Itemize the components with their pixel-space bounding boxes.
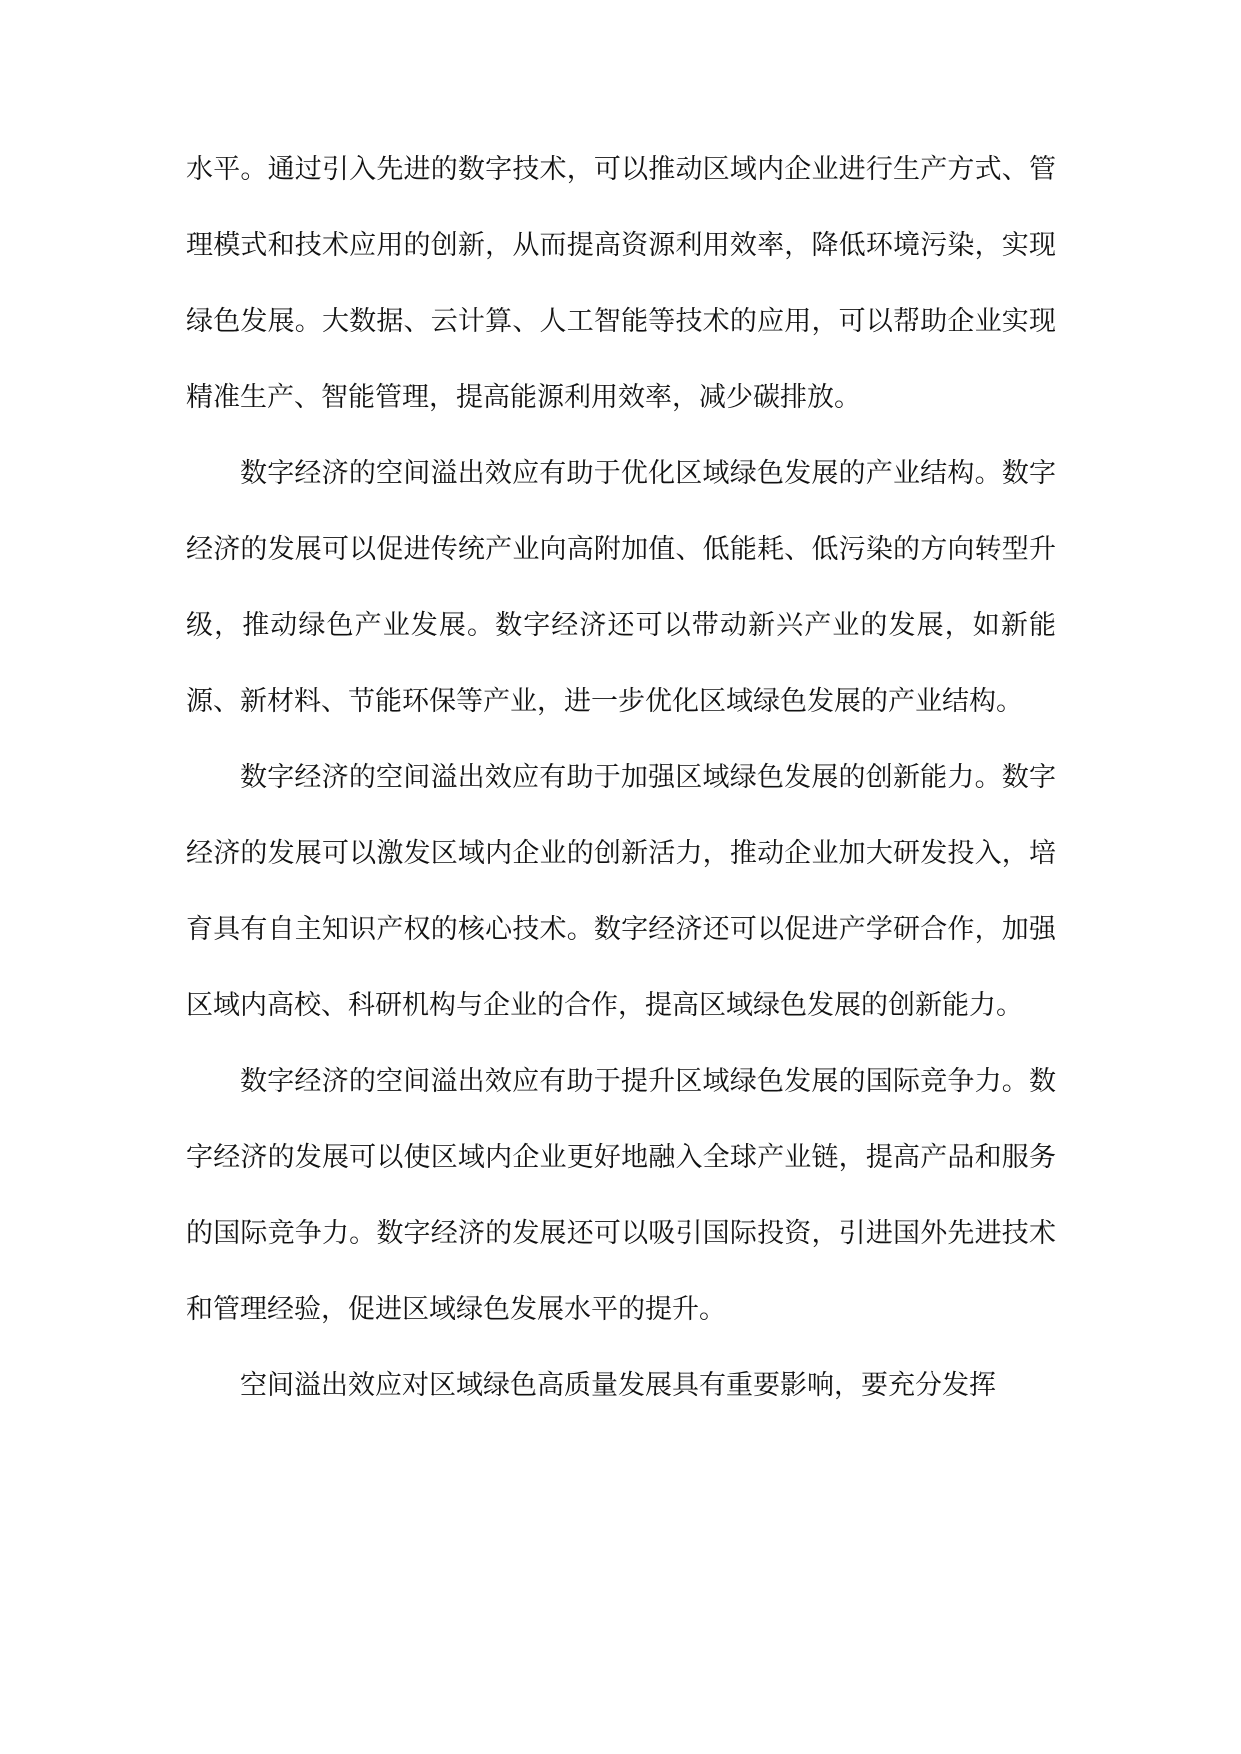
paragraph-innovation-capacity: 数字经济的空间溢出效应有助于加强区域绿色发展的创新能力。数字经济的发展可以激发区域内企业的创新活力，推动企业加大研发投入，培育具有自主知识产权的核心技术。数字经济还可以促进产学研合作，加强区域内高校、科研机构与企业的合作，提高区域绿色发展的创新能力。 <box>186 762 1056 1021</box>
paragraph-spillover-conclusion: 空间溢出效应对区域绿色高质量发展具有重要影响，要充分发挥 <box>240 1370 996 1401</box>
paragraph-industrial-structure: 数字经济的空间溢出效应有助于优化区域绿色发展的产业结构。数字经济的发展可以促进传统产业向高附加值、低能耗、低污染的方向转型升级，推动绿色产业发展。数字经济还可以带动新兴产业的发展，如新能源、新材料、节能环保等产业，进一步优化区域绿色发展的产业结构。 <box>186 458 1056 717</box>
paragraph-international-competitiveness: 数字经济的空间溢出效应有助于提升区域绿色发展的国际竞争力。数字经济的发展可以使区域内企业更好地融入全球产业链，提高产品和服务的国际竞争力。数字经济的发展还可以吸引国际投资，引进国外先进技术和管理经验，促进区域绿色发展水平的提升。 <box>186 1066 1056 1325</box>
paragraph-continuation: 水平。通过引入先进的数字技术，可以推动区域内企业进行生产方式、管理模式和技术应用的创新，从而提高资源利用效率，降低环境污染，实现绿色发展。大数据、云计算、人工智能等技术的应用，可以帮助企业实现精准生产、智能管理，提高能源利用效率，减少碳排放。 <box>186 154 1056 413</box>
body-text <box>186 132 1056 1424</box>
